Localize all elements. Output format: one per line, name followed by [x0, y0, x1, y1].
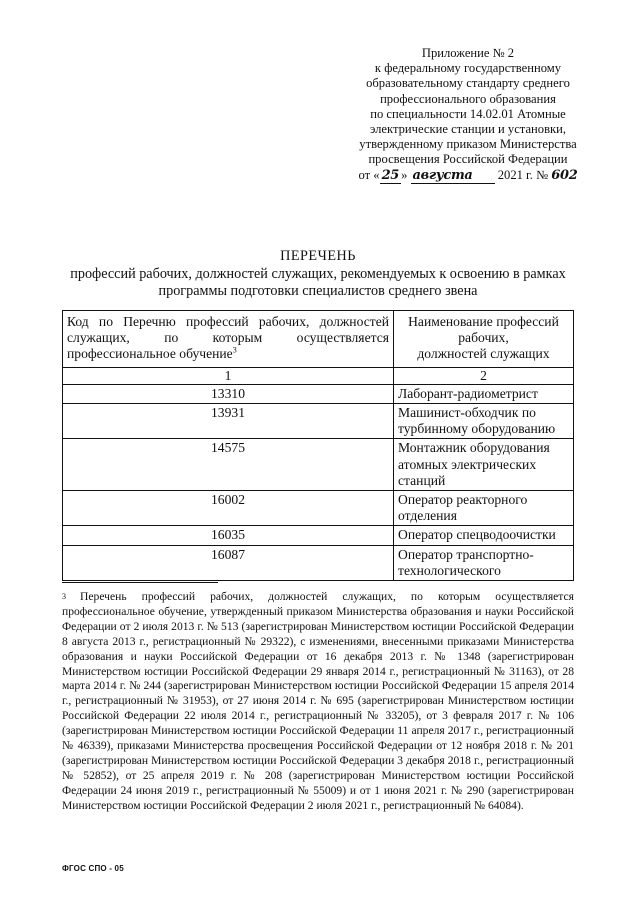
- profession-code: 16002: [63, 491, 394, 526]
- handwritten-order-number: 602: [551, 167, 578, 183]
- appendix-line: к федеральному государственному: [374, 61, 562, 76]
- profession-code: 16087: [63, 545, 394, 580]
- footnote-divider: [62, 582, 218, 583]
- profession-name: Оператор спецводоочистки: [394, 526, 574, 545]
- appendix-line: образовательному стандарту среднего: [366, 76, 570, 91]
- header-name-cell: [394, 311, 574, 368]
- footnote-ref: 3: [232, 345, 237, 355]
- title-line: профессий рабочих, должностей служащих, рекомендуемых к освоению в рамках: [70, 265, 566, 282]
- column-number: 1: [63, 367, 394, 384]
- footnote-text: Перечень профессий рабочих, должностей служащих, по которым осуществляется профессиональное обучение, утвержденный приказом Министерства образования и науки Российской Федерации от 2 июля 2013 г. № 513 (зарегистрирован Министерством юстиции Российской Федерации 8 августа 2013 г., регистрационный № 29322), с изменениями, внесенными приказами Министерства образования и науки Российской Федерации от 16 декабря 2013 г. № 1348 (зарегистрирован Министерством юстиции Российской Федерации 29 января 2014 г., регистрационный № 31163), от 28 марта 2014 г. № 244 (зарегистрирован Министерством юстиции Российской Федерации 15 апреля 2014 г., регистрационный № 31953), от 27 июня 2014 г. № 695 (зарегистрирован Министерством юстиции Российской Федерации 22 июля 2014 г., регистрационный № 33205), от 3 февраля 2017 г. № 106 (зарегистрирован Министерством юстиции Российской Федерации 11 апреля 2017 г., регистрационный № 46339), приказами Министерства просвещения Российской Федерации от 12 ноября 2018 г. № 201 (зарегистрирован Министерством юстиции Российской Федерации 3 декабря 2018 г., регистрационный № 52852), от 25 апреля 2019 г. № 208 (зарегистрирован Министерством юстиции Российской Федерации 24 июня 2019 г., регистрационный № 55009) и от 1 июня 2021 г. № 290 (зарегистрирован Министерством юстиции Российской Федерации 2 июля 2021 г., регистрационный № 64084).: [62, 590, 574, 812]
- profession-code: 14575: [63, 439, 394, 491]
- footnote-mark: 3: [62, 592, 66, 601]
- profession-name: Оператор транспортно-технологического: [394, 545, 574, 580]
- header-name-line: должностей служащих: [417, 346, 550, 362]
- appendix-line: по специальности 14.02.01 Атомные: [370, 106, 566, 121]
- appendix-block: [352, 46, 584, 183]
- appendix-line: утвержденному приказом Министерства: [359, 137, 577, 152]
- date-year: 2021 г. №: [497, 167, 549, 182]
- profession-code: 13931: [63, 404, 394, 439]
- column-number-row: [63, 367, 574, 384]
- title-heading: ПЕРЕЧЕНЬ: [280, 248, 356, 264]
- header-code-cell: [63, 311, 394, 368]
- profession-name: Оператор реакторного отделения: [394, 491, 574, 526]
- appendix-line: просвещения Российской Федерации: [368, 152, 568, 167]
- table-row: [63, 439, 574, 491]
- header-name-line: рабочих,: [458, 330, 509, 346]
- profession-code: 16035: [63, 526, 394, 545]
- document-footer-label: ФГОС СПО - 05: [62, 864, 124, 873]
- table-row: [63, 491, 574, 526]
- column-number: 2: [394, 367, 574, 384]
- footnote: [62, 590, 574, 814]
- profession-name: Лаборант-радиометрист: [394, 384, 574, 403]
- table-row: [63, 404, 574, 439]
- list-title: [62, 248, 574, 301]
- header-code-text: Код по Перечню профессий рабочих, должностей служащих, по которым осуществляется профессиональное обучение: [67, 314, 389, 362]
- table-row: [63, 545, 574, 580]
- appendix-line: профессионального образования: [380, 91, 556, 106]
- appendix-line: электрические станции и установки,: [369, 122, 567, 137]
- profession-code: 13310: [63, 384, 394, 403]
- professions-table: [62, 310, 574, 581]
- order-date-line: [352, 168, 584, 183]
- handwritten-day: 25: [381, 167, 400, 183]
- header-name-line: Наименование профессий: [408, 314, 559, 329]
- profession-name: Монтажник оборудования атомных электрических станций: [394, 439, 574, 491]
- table-row: [63, 526, 574, 545]
- handwritten-month: августа: [411, 168, 495, 184]
- appendix-line: Приложение № 2: [421, 46, 515, 60]
- profession-name: Машинист-обходчик по турбинному оборудованию: [394, 404, 574, 439]
- date-mid: »: [401, 167, 408, 182]
- title-line: программы подготовки специалистов среднего звена: [158, 283, 478, 299]
- table-row: [63, 384, 574, 403]
- table-header-row: [63, 311, 574, 368]
- date-prefix: от «: [358, 167, 380, 182]
